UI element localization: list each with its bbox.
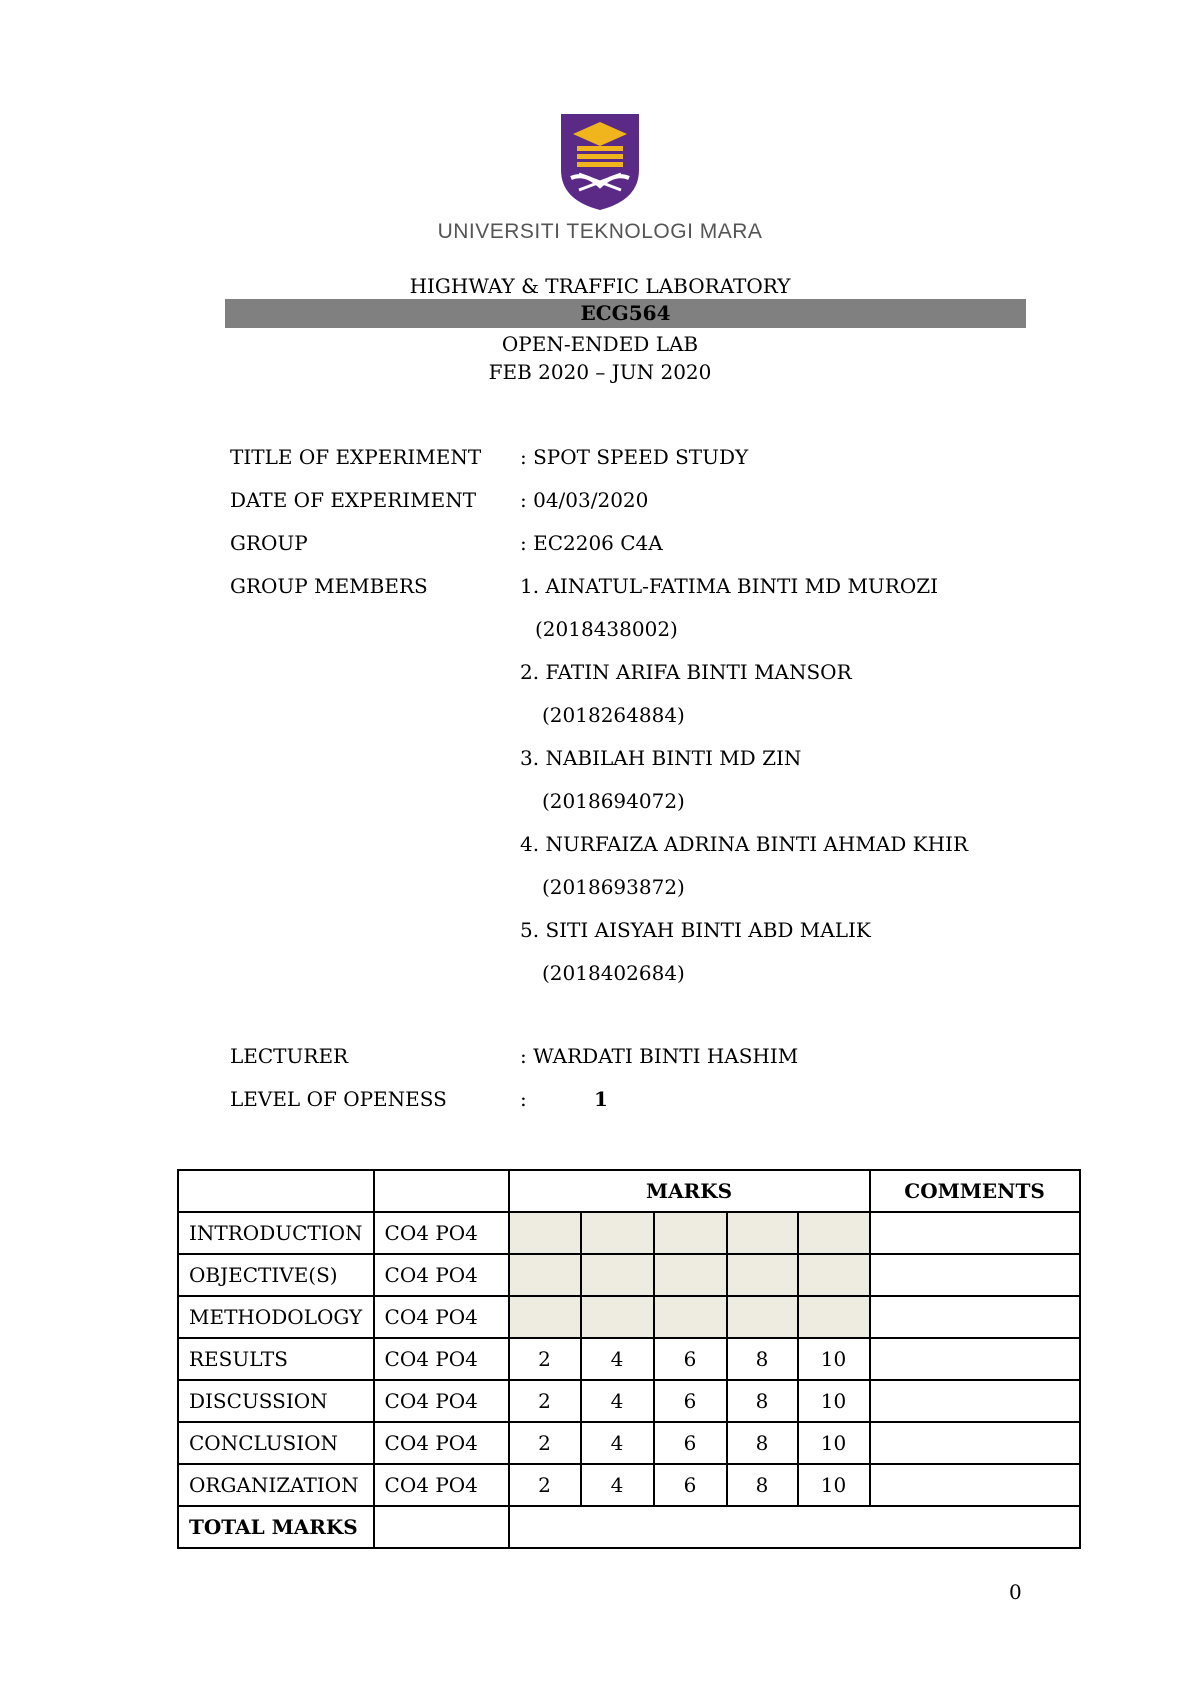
member-id: (2018264884) <box>542 703 685 727</box>
section-cell: RESULTS <box>178 1338 374 1380</box>
mark-cell: 6 <box>654 1464 727 1506</box>
mark-cell: 4 <box>581 1422 654 1464</box>
comment-cell <box>870 1296 1080 1338</box>
member-id: (2018438002) <box>535 617 678 641</box>
table-row <box>178 1212 1080 1254</box>
comment-cell <box>870 1464 1080 1506</box>
header-empty-cell <box>178 1170 374 1212</box>
co-cell: CO4 PO4 <box>374 1380 509 1422</box>
mark-cell: 4 <box>581 1380 654 1422</box>
section-cell: ORGANIZATION <box>178 1464 374 1506</box>
group-label: GROUP <box>230 531 308 555</box>
table-row <box>178 1296 1080 1338</box>
comments-header: COMMENTS <box>870 1170 1080 1212</box>
member-id: (2018402684) <box>542 961 685 985</box>
mark-cell <box>509 1212 581 1254</box>
section-cell: OBJECTIVE(S) <box>178 1254 374 1296</box>
mark-cell: 2 <box>509 1422 581 1464</box>
member-name: 3. NABILAH BINTI MD ZIN <box>520 746 802 770</box>
lecturer-label: LECTURER <box>230 1044 349 1068</box>
mark-cell <box>509 1296 581 1338</box>
section-cell: INTRODUCTION <box>178 1212 374 1254</box>
mark-cell: 8 <box>727 1338 798 1380</box>
mark-cell: 2 <box>509 1380 581 1422</box>
mark-cell <box>798 1254 870 1296</box>
crest-icon <box>559 112 641 212</box>
member-name: 5. SITI AISYAH BINTI ABD MALIK <box>520 918 871 942</box>
mark-cell: 10 <box>798 1338 870 1380</box>
openess-value: 1 <box>594 1087 608 1111</box>
mark-cell <box>798 1296 870 1338</box>
table-row <box>178 1422 1080 1464</box>
section-cell: CONCLUSION <box>178 1422 374 1464</box>
mark-cell <box>581 1296 654 1338</box>
semester-period: FEB 2020 – JUN 2020 <box>488 360 712 384</box>
mark-cell: 8 <box>727 1464 798 1506</box>
mark-cell <box>727 1296 798 1338</box>
co-cell: CO4 PO4 <box>374 1296 509 1338</box>
member-id: (2018694072) <box>542 789 685 813</box>
university-name: UNIVERSITI TEKNOLOGI MARA <box>437 220 763 243</box>
comment-cell <box>870 1380 1080 1422</box>
total-marks-label: TOTAL MARKS <box>178 1506 374 1548</box>
group-value: : EC2206 C4A <box>520 531 663 555</box>
page-number: 0 <box>1009 1580 1022 1604</box>
openess-colon: : <box>520 1087 527 1111</box>
lab-name: HIGHWAY & TRAFFIC LABORATORY <box>409 274 791 298</box>
comment-cell <box>870 1254 1080 1296</box>
uitm-logo <box>0 112 1200 212</box>
marks-table <box>177 1169 1081 1549</box>
header-empty-cell <box>374 1170 509 1212</box>
openess-label: LEVEL OF OPENESS <box>230 1087 447 1111</box>
mark-cell: 8 <box>727 1422 798 1464</box>
mark-cell: 2 <box>509 1338 581 1380</box>
mark-cell: 6 <box>654 1380 727 1422</box>
total-co-cell <box>374 1506 509 1548</box>
mark-cell: 4 <box>581 1338 654 1380</box>
comment-cell <box>870 1338 1080 1380</box>
members-label: GROUP MEMBERS <box>230 574 428 598</box>
comment-cell <box>870 1212 1080 1254</box>
date-label: DATE OF EXPERIMENT <box>230 488 477 512</box>
total-row <box>178 1506 1080 1548</box>
mark-cell <box>509 1254 581 1296</box>
member-name: 1. AINATUL-FATIMA BINTI MD MUROZI <box>520 574 939 598</box>
total-marks-value <box>509 1506 1080 1548</box>
mark-cell <box>727 1212 798 1254</box>
course-code-bar: ECG564 <box>225 299 1026 328</box>
mark-cell <box>654 1254 727 1296</box>
lecturer-value: : WARDATI BINTI HASHIM <box>520 1044 799 1068</box>
mark-cell <box>798 1212 870 1254</box>
mark-cell <box>581 1212 654 1254</box>
member-id: (2018693872) <box>542 875 685 899</box>
mark-cell <box>654 1212 727 1254</box>
section-cell: METHODOLOGY <box>178 1296 374 1338</box>
member-name: 4. NURFAIZA ADRINA BINTI AHMAD KHIR <box>520 832 969 856</box>
mark-cell: 6 <box>654 1422 727 1464</box>
mark-cell: 6 <box>654 1338 727 1380</box>
lab-type: OPEN-ENDED LAB <box>501 332 699 356</box>
mark-cell <box>654 1296 727 1338</box>
table-row <box>178 1464 1080 1506</box>
member-name: 2. FATIN ARIFA BINTI MANSOR <box>520 660 852 684</box>
co-cell: CO4 PO4 <box>374 1338 509 1380</box>
marks-header: MARKS <box>509 1170 870 1212</box>
mark-cell: 4 <box>581 1464 654 1506</box>
title-label: TITLE OF EXPERIMENT <box>230 445 482 469</box>
mark-cell: 2 <box>509 1464 581 1506</box>
mark-cell <box>727 1254 798 1296</box>
co-cell: CO4 PO4 <box>374 1254 509 1296</box>
table-header-row <box>178 1170 1080 1212</box>
co-cell: CO4 PO4 <box>374 1422 509 1464</box>
mark-cell: 10 <box>798 1422 870 1464</box>
co-cell: CO4 PO4 <box>374 1212 509 1254</box>
mark-cell <box>581 1254 654 1296</box>
mark-cell: 8 <box>727 1380 798 1422</box>
date-value: : 04/03/2020 <box>520 488 649 512</box>
table-row <box>178 1254 1080 1296</box>
title-value: : SPOT SPEED STUDY <box>520 445 749 469</box>
mark-cell: 10 <box>798 1464 870 1506</box>
table-row <box>178 1380 1080 1422</box>
mark-cell: 10 <box>798 1380 870 1422</box>
table-row <box>178 1338 1080 1380</box>
comment-cell <box>870 1422 1080 1464</box>
section-cell: DISCUSSION <box>178 1380 374 1422</box>
co-cell: CO4 PO4 <box>374 1464 509 1506</box>
